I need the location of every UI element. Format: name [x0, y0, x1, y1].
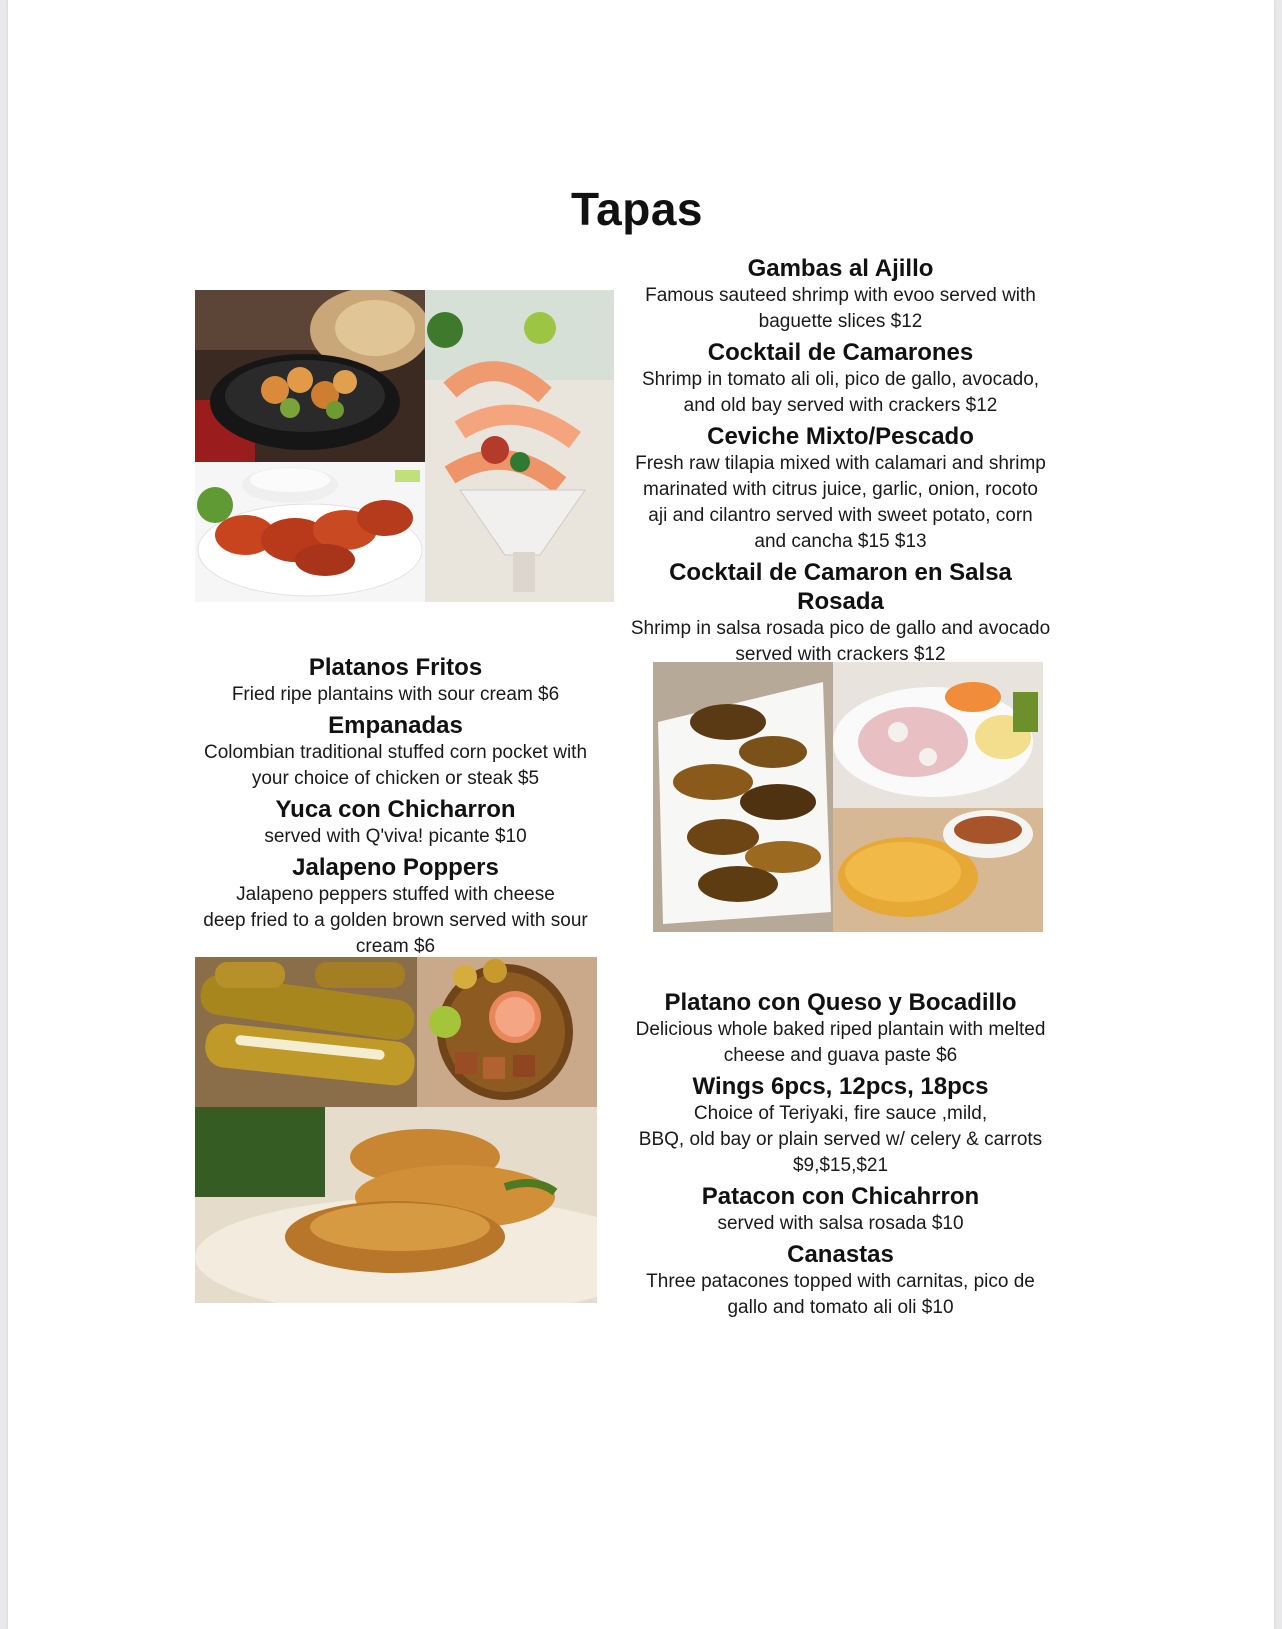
menu-item: [608, 988, 1073, 1069]
menu-item: [173, 795, 618, 850]
photo-collage-plantains-ceviche: [653, 662, 1043, 932]
page-title: Tapas: [570, 183, 704, 235]
menu-section-right-bottom: [608, 988, 1073, 1324]
menu-item-description: Colombian traditional stuffed corn pocket with your choice of chicken or steak $5: [203, 742, 588, 789]
menu-item: [173, 711, 618, 792]
menu-item-name: Canastas: [787, 1241, 894, 1268]
menu-item-description: served with salsa rosada $10: [717, 1213, 964, 1234]
menu-item-description: Fried ripe plantains with sour cream $6: [231, 684, 560, 705]
menu-item-description: Choice of Teriyaki, fire sauce ,mild, BBQ, old bay or plain served w/ celery & carrots $9,$15,$21: [638, 1103, 1043, 1176]
menu-section-left-middle: [173, 653, 618, 963]
menu-item-name: Gambas al Ajillo: [747, 255, 934, 282]
menu-section-right-top: [608, 254, 1073, 671]
menu-item-name-line2: Rosada: [797, 588, 884, 615]
menu-item-description: Shrimp in salsa rosada pico de gallo and avocado served with crackers $12: [630, 618, 1051, 665]
menu-item: [608, 254, 1073, 335]
menu-item: [608, 558, 1073, 668]
menu-item-description: served with Q'viva! picante $10: [264, 826, 527, 847]
menu-item: [608, 422, 1073, 555]
menu-item-description: Shrimp in tomato ali oli, pico de gallo, avocado, and old bay served with crackers $12: [641, 369, 1040, 416]
menu-item-name: Empanadas: [328, 712, 463, 739]
menu-item-name: Wings 6pcs, 12pcs, 18pcs: [692, 1073, 989, 1100]
menu-item-description: Fresh raw tilapia mixed with calamari and shrimp marinated with citrus juice, garlic, onion, rocoto aji and cilantro served with sweet potato, corn and cancha $15 $13: [635, 453, 1046, 552]
menu-item-name: Platanos Fritos: [308, 654, 483, 681]
menu-item-name: Cocktail de Camaron en Salsa: [669, 559, 1012, 586]
photo-collage-shrimp-wings: [195, 290, 614, 602]
menu-item-name: Ceviche Mixto/Pescado: [707, 423, 974, 450]
menu-item: [608, 1182, 1073, 1237]
menu-item-name: Cocktail de Camarones: [707, 339, 974, 366]
menu-item-name: Platano con Queso y Bocadillo: [664, 989, 1017, 1016]
menu-item: [173, 853, 618, 960]
menu-item-description: Delicious whole baked riped plantain with melted cheese and guava paste $6: [635, 1019, 1046, 1066]
menu-item: [608, 1072, 1073, 1179]
photo-collage-plantain-poppers: [195, 957, 597, 1303]
menu-item-description: Famous sauteed shrimp with evoo served with baguette slices $12: [645, 285, 1036, 332]
menu-item: [608, 1240, 1073, 1321]
menu-item-name: Yuca con Chicharron: [275, 796, 516, 823]
menu-item-name: Patacon con Chicahrron: [701, 1183, 980, 1210]
menu-item-description: Three patacones topped with carnitas, pico de gallo and tomato ali oli $10: [646, 1271, 1035, 1318]
menu-item: [608, 338, 1073, 419]
menu-page: [8, 0, 1274, 1629]
menu-item-name: Jalapeno Poppers: [292, 854, 499, 881]
menu-item-description: Jalapeno peppers stuffed with cheese deep fried to a golden brown served with sour cream $6: [203, 884, 588, 957]
menu-item: [173, 653, 618, 708]
